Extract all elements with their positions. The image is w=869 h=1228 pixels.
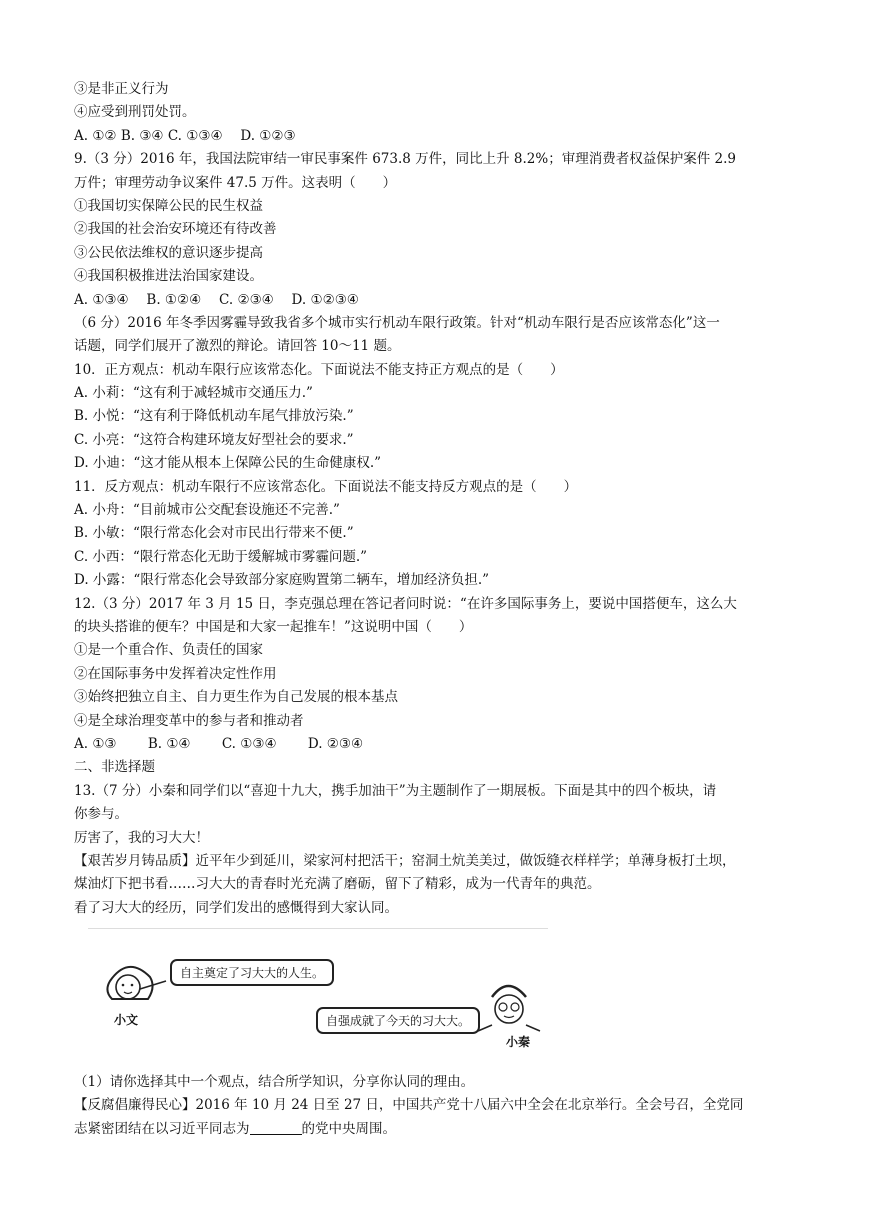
text-line: 煤油灯下把书看……习大大的青春时光充满了磨砺，留下了精彩，成为一代青年的典范。 bbox=[74, 876, 601, 893]
text-line: 话题，同学们展开了激烈的辩论。请回答 10～11 题。 bbox=[74, 338, 401, 355]
text-line: C. 小西：“限行常态化无助于缓解城市雾霾问题.” bbox=[74, 548, 368, 565]
text-line: A. ①③ B. ①④ C. ①③④ D. ②③④ bbox=[74, 735, 364, 752]
text-line: C. 小亮：“这符合构建环境友好型社会的要求.” bbox=[74, 431, 354, 448]
text-line: 【反腐倡廉得民心】2016 年 10 月 24 日至 27 日，中国共产党十八届六中全会在北京举行。全会号召，全党同 bbox=[74, 1097, 744, 1114]
girl-icon bbox=[107, 967, 166, 999]
text-line: 厉害了，我的习大大！ bbox=[74, 829, 209, 846]
text-line: 10．正方观点：机动车限行应该常态化。下面说法不能支持正方观点的是（ ） bbox=[74, 361, 564, 378]
cartoon-figure bbox=[88, 928, 548, 1061]
boy-icon bbox=[478, 986, 540, 1031]
text-line: 万件；审理劳动争议案件 47.5 万件。这表明（ ） bbox=[74, 174, 397, 191]
speech-bubble-right: 自强成就了今天的习大大。 bbox=[316, 1007, 480, 1034]
text-line: ③始终把独立自主、自力更生作为自己发展的根本基点 bbox=[74, 689, 398, 706]
text-line bbox=[74, 1118, 814, 1141]
text-segment: 志紧密团结在以习近平同志为 bbox=[74, 1120, 250, 1137]
text-line: 二、非选择题 bbox=[74, 759, 155, 776]
text-line: ④应受到刑罚处罚。 bbox=[74, 104, 196, 121]
text-line: 的块头搭谁的便车？中国是和大家一起推车！”这说明中国（ ） bbox=[74, 618, 473, 635]
text-line: 你参与。 bbox=[74, 806, 128, 823]
text-line: ④是全球治理变革中的参与者和推动者 bbox=[74, 712, 304, 729]
speech-bubble-left: 自主奠定了习大大的人生。 bbox=[170, 959, 334, 986]
text-segment: 的党中央周围。 bbox=[301, 1120, 396, 1137]
text-line: ④我国积极推进法治国家建设。 bbox=[74, 268, 263, 285]
after-figure-text bbox=[74, 1071, 814, 1141]
question-text bbox=[74, 78, 814, 920]
text-line: ②在国际事务中发挥着决定性作用 bbox=[74, 665, 277, 682]
cartoon-drawing bbox=[88, 929, 548, 1061]
text-line: ①我国切实保障公民的民生权益 bbox=[74, 197, 263, 214]
text-line: 13.（7 分）小秦和同学们以“喜迎十九大，携手加油干”为主题制作了一期展板。下面是其中的四个板块，请 bbox=[74, 782, 717, 799]
text-line: （6 分）2016 年冬季因雾霾导致我省多个城市实行机动车限行政策。针对“机动车限行是否应该常态化”这一 bbox=[74, 314, 720, 331]
text-line: ②我国的社会治安环境还有待改善 bbox=[74, 221, 277, 238]
name-label-right: 小秦 bbox=[506, 1035, 531, 1050]
text-line: A. 小舟：“目前城市公交配套设施还不完善.” bbox=[74, 502, 340, 519]
name-label-left: 小文 bbox=[114, 1013, 139, 1028]
text-line: A. ①③④ B. ①②④ C. ②③④ D. ①②③④ bbox=[74, 291, 359, 308]
text-line: 9.（3 分）2016 年，我国法院审结一审民事案件 673.8 万件，同比上升 8.2%；审理消费者权益保护案件 2.9 bbox=[74, 151, 736, 168]
text-line: B. 小悦：“这有利于降低机动车尾气排放污染.” bbox=[74, 408, 354, 425]
text-line: 12.（3 分）2017 年 3 月 15 日，李克强总理在答记者问时说：“在许多国际事务上，要说中国搭便车，这么大 bbox=[74, 595, 737, 612]
text-line: ③是非正义行为 bbox=[74, 81, 169, 97]
text-line: D. 小迪：“这才能从根本上保障公民的生命健康权.” bbox=[74, 455, 382, 472]
text-line: ③公民依法维权的意识逐步提高 bbox=[74, 244, 263, 261]
text-line: 11．反方观点：机动车限行不应该常态化。下面说法不能支持反方观点的是（ ） bbox=[74, 478, 578, 495]
text-line: 【艰苦岁月铸品质】近平年少到延川，梁家河村把活干；窑洞土炕美美过，做饭缝衣样样学；单薄身板打土坝， bbox=[74, 852, 736, 869]
text-line: ①是一个重合作、负责任的国家 bbox=[74, 642, 263, 659]
text-line: A. ①② B. ③④ C. ①③④ D. ①②③ bbox=[74, 127, 296, 144]
document-page bbox=[74, 78, 814, 1141]
fill-in-blank[interactable] bbox=[250, 1120, 302, 1135]
text-line: （1）请你选择其中一个观点，结合所学知识，分享你认同的理由。 bbox=[74, 1074, 475, 1091]
text-line: D. 小露：“限行常态化会导致部分家庭购置第二辆车，增加经济负担.” bbox=[74, 572, 490, 589]
text-line: 看了习大大的经历，同学们发出的感慨得到大家认同。 bbox=[74, 899, 398, 916]
text-line: B. 小敏：“限行常态化会对市民出行带来不便.” bbox=[74, 525, 354, 542]
text-line: A. 小莉：“这有利于减轻城市交通压力.” bbox=[74, 385, 313, 402]
